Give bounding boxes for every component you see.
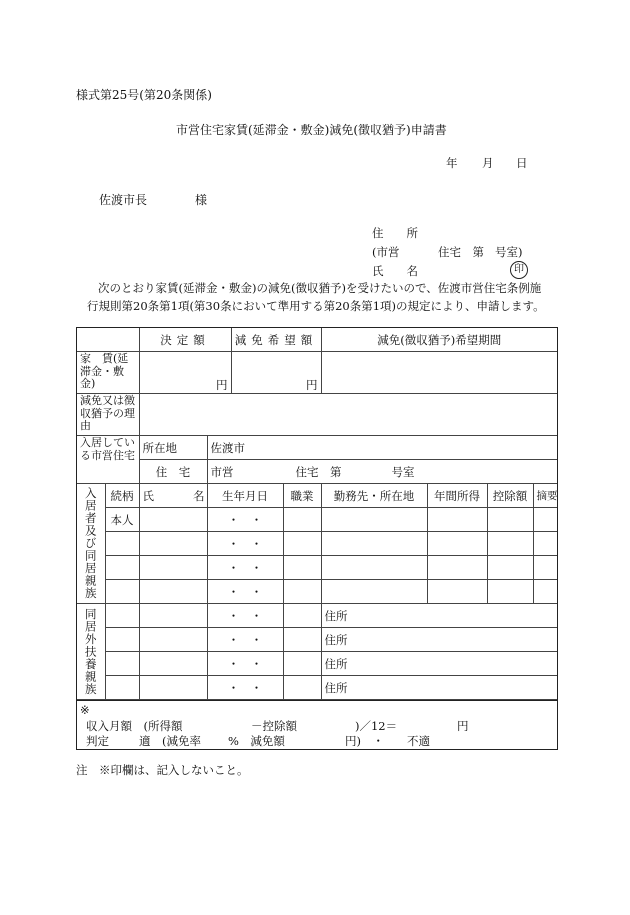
birth-field[interactable]: ・ ・ [207, 604, 283, 628]
birth-field[interactable]: ・ ・ [207, 676, 283, 700]
applicant-address-label: 住 所 [372, 226, 418, 240]
residence-label: 入居している市営住宅 [77, 436, 139, 484]
office-use-section [77, 700, 557, 749]
header-decided: 決定額 [139, 328, 231, 352]
body-text-line2: 行規則第20条第1項(第30条において準用する第20条第1項)の規定により、申請します。 [87, 299, 545, 313]
date-year: 年 [446, 156, 458, 170]
housing-room: 号室 [391, 464, 415, 479]
col-name-b: 名 [193, 488, 205, 503]
remarks-field[interactable] [533, 556, 557, 580]
remarks-field[interactable] [533, 580, 557, 604]
name-field[interactable] [139, 508, 207, 532]
judgment-label: 判定 [86, 734, 109, 748]
relation-field[interactable] [105, 604, 139, 628]
applicant-housing-prefix: (市営 [372, 245, 400, 259]
addressee-name: 佐渡市長 [99, 193, 148, 207]
header-requested: 減免希望額 [231, 328, 321, 352]
birth-field[interactable]: ・ ・ [207, 652, 283, 676]
birth-field[interactable]: ・ ・ [207, 580, 283, 604]
footnote: 注 ※印欄は、記入しないこと。 [76, 763, 249, 777]
col-job: 職業 [283, 484, 321, 508]
name-field[interactable] [139, 532, 207, 556]
judgment-ineligible: 不適 [407, 734, 430, 748]
name-field[interactable] [139, 676, 207, 700]
application-table [76, 327, 558, 750]
dependent-row [77, 604, 557, 628]
addressee-honorific: 様 [195, 193, 208, 207]
income-field[interactable] [427, 532, 487, 556]
work-field[interactable] [321, 580, 427, 604]
col-income: 年間所得 [427, 484, 487, 508]
name-field[interactable] [139, 580, 207, 604]
location-label: 所在地 [139, 436, 207, 460]
job-field[interactable] [283, 604, 321, 628]
relation-field[interactable] [105, 628, 139, 652]
deduction-field[interactable] [487, 556, 533, 580]
dependent-row [77, 628, 557, 652]
col-work: 勤務先・所在地 [321, 484, 427, 508]
col-relation: 続柄 [105, 484, 139, 508]
income-field[interactable] [427, 508, 487, 532]
income-formula-b: －控除額 [251, 719, 297, 733]
form-number: 様式第25号(第20条関係) [76, 88, 212, 102]
housing-value: 市営 [210, 464, 234, 479]
relation-field[interactable] [105, 676, 139, 700]
name-field[interactable] [139, 604, 207, 628]
address-field[interactable]: 住所 [321, 652, 557, 676]
applicant-housing-mid: 住宅 第 [438, 245, 484, 259]
reason-row [77, 394, 557, 436]
header-row [77, 328, 557, 352]
address-field[interactable]: 住所 [321, 676, 557, 700]
birth-field[interactable]: ・ ・ [207, 556, 283, 580]
period-field[interactable] [321, 352, 557, 394]
family-row [77, 580, 557, 604]
name-field[interactable] [139, 556, 207, 580]
relation-field[interactable] [105, 532, 139, 556]
relation-field[interactable] [105, 580, 139, 604]
name-field[interactable] [139, 652, 207, 676]
col-name [139, 484, 207, 508]
birth-field[interactable]: ・ ・ [207, 628, 283, 652]
relation-self: 本人 [105, 508, 139, 532]
family-row [77, 508, 557, 532]
seal-mark: 印 [510, 261, 528, 279]
remarks-field[interactable] [533, 532, 557, 556]
job-field[interactable] [283, 676, 321, 700]
family-label: 入居者及び同居親族 [77, 484, 105, 604]
col-birth: 生年月日 [207, 484, 283, 508]
dependent-row [77, 652, 557, 676]
income-formula-d: 円 [457, 719, 469, 733]
relation-field[interactable] [105, 556, 139, 580]
job-field[interactable] [283, 628, 321, 652]
job-field[interactable] [283, 652, 321, 676]
income-formula-c: )／12＝ [355, 719, 398, 733]
work-field[interactable] [321, 508, 427, 532]
birth-field[interactable]: ・ ・ [207, 508, 283, 532]
remark-mark: ※ [80, 703, 90, 717]
reason-label: 減免又は徴収猶予の理由 [77, 394, 139, 436]
housing-value-field[interactable] [207, 460, 557, 484]
col-name-a: 氏 [142, 488, 154, 503]
family-header-row [77, 484, 557, 508]
rent-label: 家 賃(延滞金・敷金) [77, 352, 139, 394]
job-field[interactable] [283, 532, 321, 556]
deduction-field[interactable] [487, 532, 533, 556]
housing-mid: 住宅 第 [295, 464, 342, 479]
relation-field[interactable] [105, 652, 139, 676]
deduction-field[interactable] [487, 580, 533, 604]
body-text-line1: 次のとおり家賃(延滞金・敷金)の減免(徴収猶予)を受けたいので、佐渡市営住宅条例施 [98, 281, 542, 295]
work-field[interactable] [321, 556, 427, 580]
family-row [77, 532, 557, 556]
col-remarks: 摘要 [533, 484, 557, 508]
birth-field[interactable]: ・ ・ [207, 532, 283, 556]
header-blank [77, 328, 139, 352]
address-field[interactable]: 住所 [321, 628, 557, 652]
date-month: 月 [482, 156, 494, 170]
date-day: 日 [516, 156, 528, 170]
applicant-name-label: 氏 名 [372, 264, 418, 278]
income-field[interactable] [427, 580, 487, 604]
form-title: 市営住宅家賃(延滞金・敷金)減免(徴収猶予)申請書 [176, 123, 447, 137]
housing-label: 住 宅 [139, 460, 207, 484]
header-period: 減免(徴収猶予)希望期間 [321, 328, 557, 352]
income-formula-a: 収入月額 (所得額 [86, 719, 183, 733]
family-row [77, 556, 557, 580]
decided-amount-field[interactable]: 円 [139, 352, 231, 394]
dependent-row [77, 676, 557, 700]
location-row [77, 436, 557, 460]
rent-row [77, 352, 557, 394]
deduction-field[interactable] [487, 508, 533, 532]
reason-field[interactable] [139, 394, 557, 436]
job-field[interactable] [283, 556, 321, 580]
housing-row [77, 460, 557, 484]
address-field[interactable]: 住所 [321, 604, 557, 628]
job-field[interactable] [283, 508, 321, 532]
dependents-label: 同居外扶養親族 [77, 604, 105, 700]
remarks-field[interactable] [533, 508, 557, 532]
judgment-eligible: 適 (減免率 [139, 734, 201, 748]
judgment-yen: 円) ・ [345, 734, 384, 748]
location-value[interactable]: 佐渡市 [207, 436, 557, 460]
job-field[interactable] [283, 580, 321, 604]
income-field[interactable] [427, 556, 487, 580]
judgment-amount: % 減免額 [228, 734, 285, 748]
col-deduction: 控除額 [487, 484, 533, 508]
requested-amount-field[interactable]: 円 [231, 352, 321, 394]
applicant-housing-suffix: 号室) [495, 245, 523, 259]
name-field[interactable] [139, 628, 207, 652]
work-field[interactable] [321, 532, 427, 556]
